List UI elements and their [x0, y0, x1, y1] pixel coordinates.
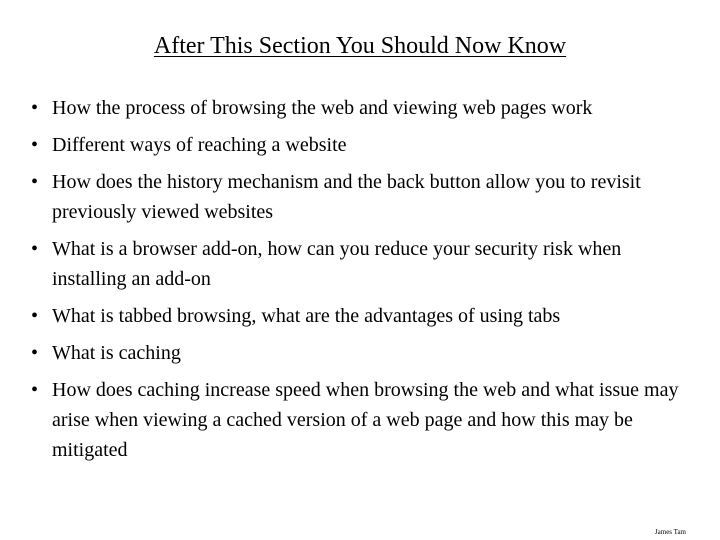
bullet-item — [31, 93, 691, 123]
bullet-item — [31, 167, 691, 227]
slide-title: After This Section You Should Now Know — [153, 33, 567, 59]
bullet-text: What is caching — [52, 342, 181, 364]
bullet-item — [31, 130, 691, 160]
bullet-text: Different ways of reaching a website — [52, 134, 347, 156]
bullet-list — [31, 93, 691, 472]
bullet-item — [31, 301, 691, 331]
bullet-icon: • — [31, 305, 39, 327]
bullet-icon: • — [31, 97, 39, 119]
bullet-icon: • — [31, 342, 39, 364]
bullet-item — [31, 375, 691, 465]
bullet-text: How the process of browsing the web and viewing web pages work — [52, 97, 593, 119]
bullet-item — [31, 338, 691, 368]
bullet-text: What is tabbed browsing, what are the advantages of using tabs — [52, 305, 561, 327]
bullet-text: How does the history mechanism and the back button allow you to revisit previously viewed websites — [52, 171, 641, 223]
bullet-icon: • — [31, 379, 39, 401]
bullet-icon: • — [31, 238, 39, 260]
bullet-icon: • — [31, 134, 39, 156]
bullet-text: How does caching increase speed when browsing the web and what issue may arise when viewing a cached version of a web page and how this may be mitigated — [52, 379, 679, 461]
author-footer: James Tam — [654, 528, 686, 536]
bullet-item — [31, 234, 691, 294]
bullet-icon: • — [31, 171, 39, 193]
bullet-text: What is a browser add-on, how can you reduce your security risk when installing an add-on — [52, 238, 622, 290]
